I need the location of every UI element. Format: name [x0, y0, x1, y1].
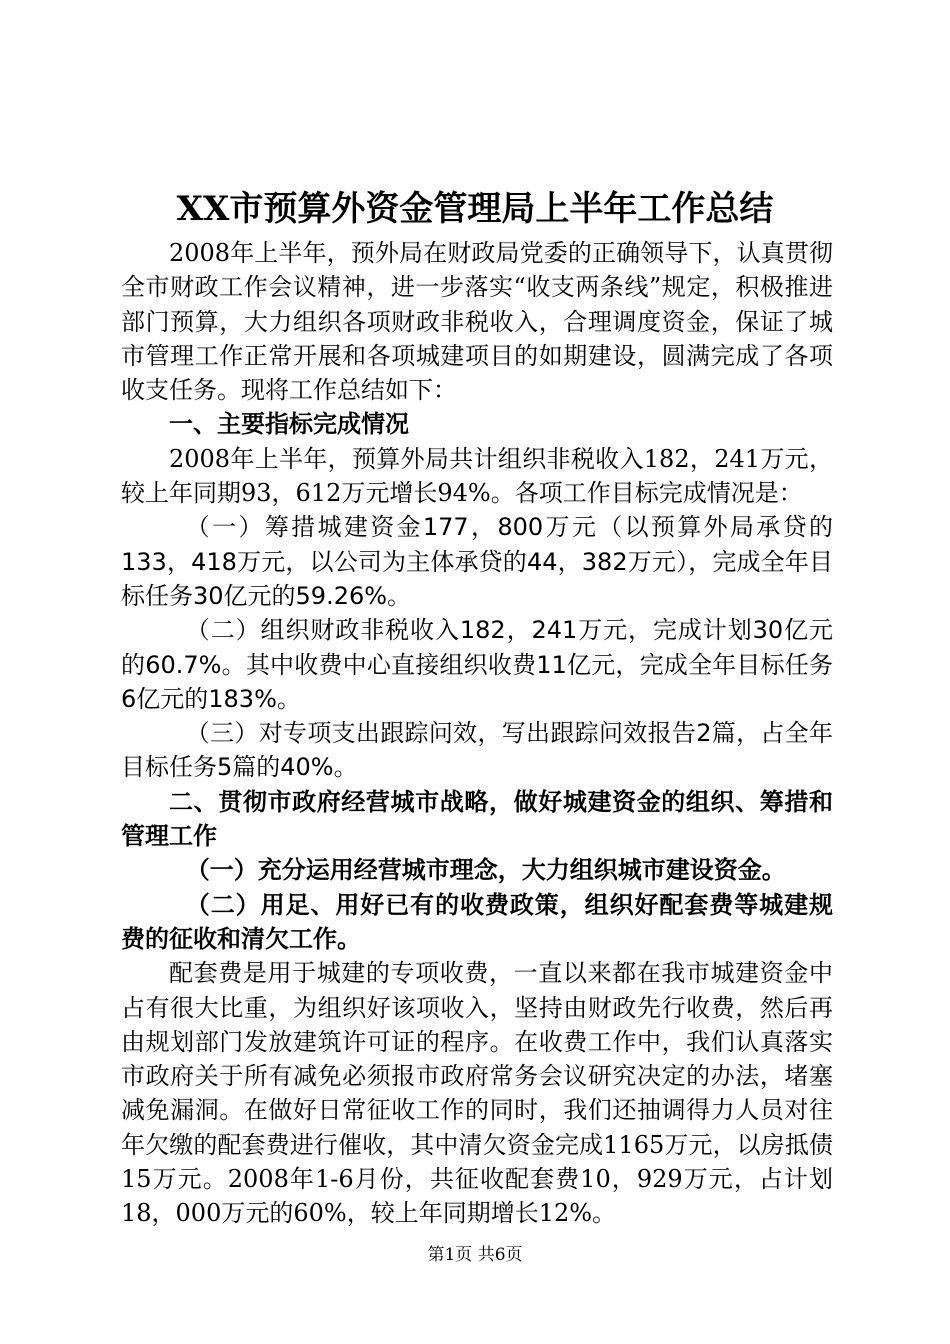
- section-1-item-1: （一）筹措城建资金177，800万元（以预算外局承贷的133，418万元，以公司为主体承贷的44，382万元），完成全年目标任务30亿元的59.26%。: [121, 513, 833, 610]
- intro-paragraph: 2008年上半年，预外局在财政局党委的正确领导下，认真贯彻全市财政工作会议精神，进一步落实“收支两条线”规定，积极推进部门预算，大力组织各项财政非税收入，合理调度资金，保证了城市管理工作正常开展和各项城建项目的如期建设，圆满完成了各项收支任务。现将工作总结如下：: [121, 239, 833, 405]
- section-heading-2: 二、贯彻市政府经营城市战略，做好城建资金的组织、筹措和管理工作: [121, 787, 833, 851]
- section-1-paragraph: 2008年上半年，预算外局共计组织非税收入182，241万元，较上年同期93，612万元增长94%。各项工作目标完成情况是：: [121, 444, 833, 508]
- section-1-item-3: （三）对专项支出跟踪问效，写出跟踪问效报告2篇，占全年目标任务5篇的40%。: [121, 719, 833, 782]
- section-1-item-2: （二）组织财政非税收入182，241万元，完成计划30亿元的60.7%。其中收费中心直接组织收费11亿元，完成全年目标任务6亿元的183%。: [121, 616, 833, 713]
- document-body: [121, 236, 833, 1231]
- section-heading-1: 一、主要指标完成情况: [169, 410, 409, 439]
- document-title: XX市预算外资金管理局上半年工作总结: [176, 189, 774, 229]
- section-2-item-1: （一）充分运用经营城市理念，大力组织城市建设资金。: [185, 856, 786, 885]
- section-2-item-2: （二）用足、用好已有的收费政策，组织好配套费等城建规费的征收和清欠工作。: [121, 890, 833, 953]
- section-2-paragraph: 配套费是用于城建的专项收费，一直以来都在我市城建资金中占有很大比重，为组织好该项收入，坚持由财政先行收费，然后再由规划部门发放建筑许可证的程序。在收费工作中，我们认真落实市政府关于所有减免必须报市政府常务会议研究决定的办法，堵塞减免漏洞。在做好日常征收工作的同时，我们还抽调得力人员对往年欠缴的配套费进行催收，其中清欠资金完成1165万元，以房抵债15万元。2008年1-6月份，共征收配套费10，929万元，占计划18，000万元的60%，较上年同期增长12%。: [121, 959, 833, 1228]
- page-number-footer: 第1页 共6页: [427, 1245, 523, 1265]
